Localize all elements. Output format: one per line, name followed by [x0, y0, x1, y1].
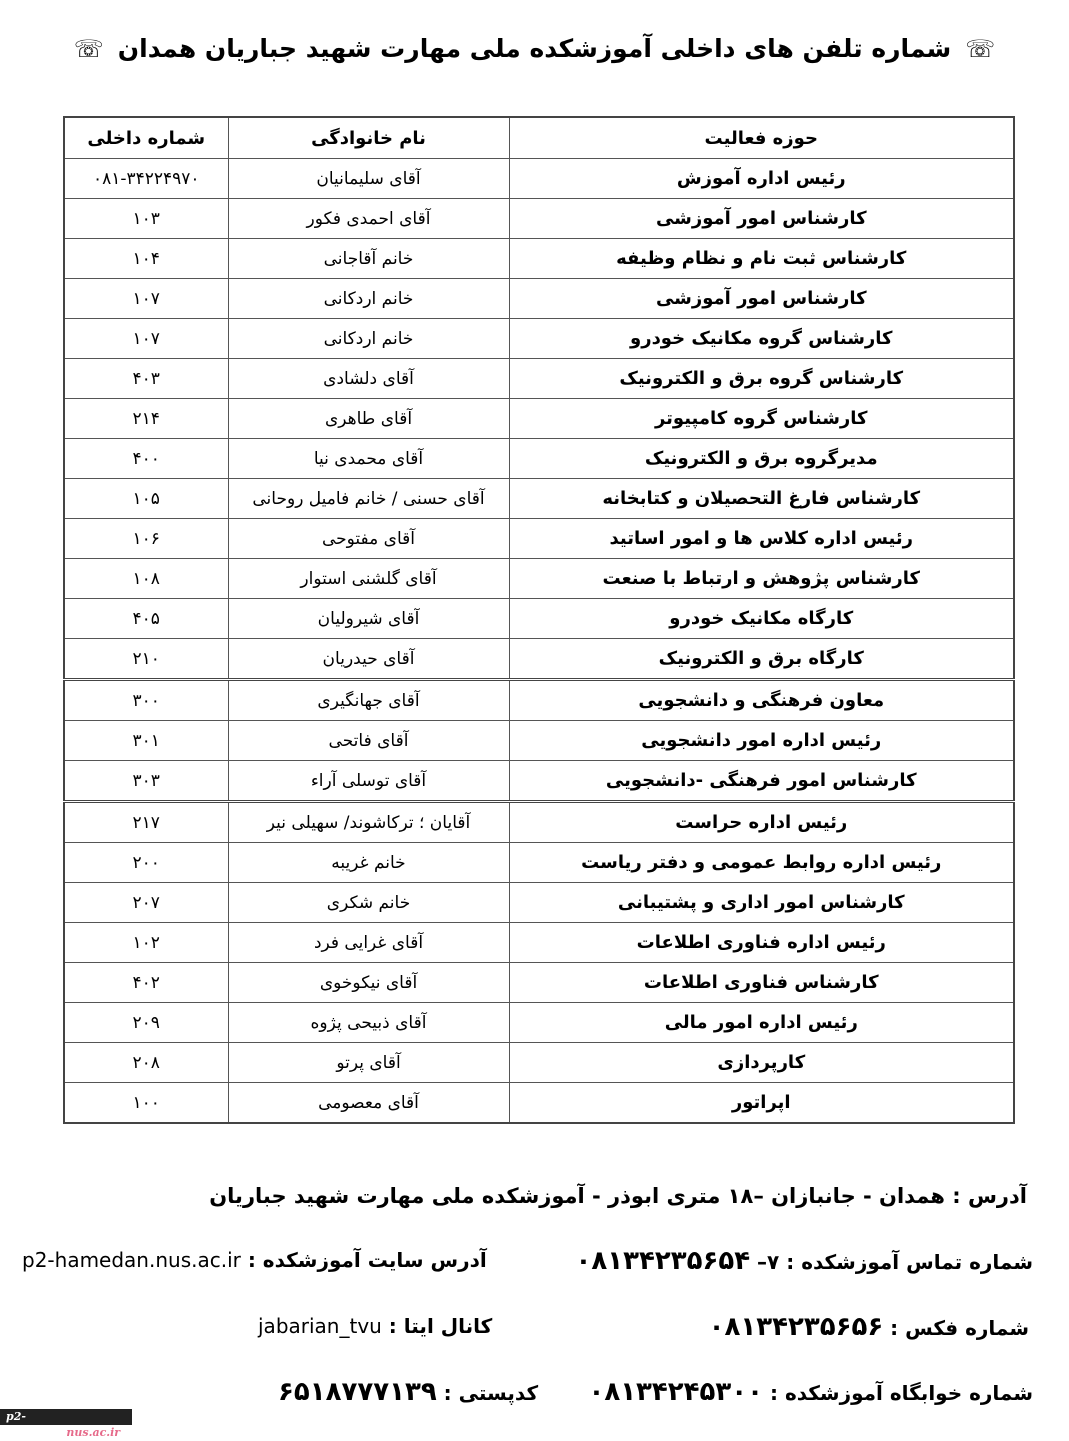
activity-cell: کارشناس امور آموزشی	[509, 279, 1014, 319]
table-row	[64, 963, 1014, 1003]
table-row	[64, 559, 1014, 599]
table-row	[64, 239, 1014, 279]
table-row	[64, 639, 1014, 680]
table-row	[64, 279, 1014, 319]
telephone-icon: ☏	[965, 35, 996, 63]
activity-cell: کارشناس پژوهش و ارتباط با صنعت	[509, 559, 1014, 599]
fax-number: ۰۸۱۳۴۲۳۵۶۵۶	[708, 1312, 884, 1342]
extension-cell: ۲۱۰	[64, 639, 228, 680]
table-row	[64, 519, 1014, 559]
extension-cell: ۱۰۸	[64, 559, 228, 599]
table-row	[64, 439, 1014, 479]
extension-cell: ۳۰۰	[64, 680, 228, 721]
activity-cell: کارشناس گروه کامپیوتر	[509, 399, 1014, 439]
extension-cell: ۴۰۰	[64, 439, 228, 479]
activity-cell: رئیس اداره امور مالی	[509, 1003, 1014, 1043]
website-link[interactable]: p2-hamedan.nus.ac.ir	[22, 1248, 241, 1272]
activity-cell: کارشناس ثبت نام و نظام وظیفه	[509, 239, 1014, 279]
header-extension: شماره داخلی	[64, 117, 228, 159]
name-cell: آقای غرایی فرد	[228, 923, 509, 963]
name-cell: آقای دلشادی	[228, 359, 509, 399]
extension-cell: ۱۰۵	[64, 479, 228, 519]
title-text: شماره تلفن های داخلی آموزشکده ملی مهارت شهید جباریان همدان	[117, 34, 952, 63]
extension-cell: ۲۰۹	[64, 1003, 228, 1043]
activity-cell: کارگاه برق و الکترونیک	[509, 639, 1014, 680]
extension-cell: ۴۰۲	[64, 963, 228, 1003]
extension-cell: ۱۰۶	[64, 519, 228, 559]
name-cell: آقای ذبیحی پژوه	[228, 1003, 509, 1043]
name-cell: آقای نیکوخوی	[228, 963, 509, 1003]
table-body	[64, 159, 1014, 1124]
activity-cell: کارپردازی	[509, 1043, 1014, 1083]
name-cell: آقای جهانگیری	[228, 680, 509, 721]
dorm-line	[588, 1377, 1033, 1407]
table-row	[64, 399, 1014, 439]
extension-cell: ۲۰۸	[64, 1043, 228, 1083]
table-row	[64, 359, 1014, 399]
fax-line	[709, 1312, 1029, 1342]
table-row	[64, 761, 1014, 802]
activity-cell: کارشناس امور اداری و پشتیبانی	[509, 883, 1014, 923]
name-cell: آقای طاهری	[228, 399, 509, 439]
activity-cell: رئیس اداره آموزش	[509, 159, 1014, 199]
activity-cell: کارشناس امور آموزشی	[509, 199, 1014, 239]
extension-cell: ۲۱۷	[64, 802, 228, 843]
activity-cell: کارشناس گروه برق و الکترونیک	[509, 359, 1014, 399]
activity-cell: مدیرگروه برق و الکترونیک	[509, 439, 1014, 479]
table-row	[64, 1043, 1014, 1083]
table-row	[64, 802, 1014, 843]
header-activity: حوزه فعالیت	[509, 117, 1014, 159]
name-cell: آقای معصومی	[228, 1083, 509, 1124]
header-name: نام خانوادگی	[228, 117, 509, 159]
extension-cell: ۱۰۴	[64, 239, 228, 279]
contact-number: ۰۸۱۳۴۲۳۵۶۵۴	[575, 1246, 751, 1276]
activity-cell: کارشناس فارغ التحصیلان و کتابخانه	[509, 479, 1014, 519]
logo-main-text: p2-hamedan.	[6, 1410, 67, 1439]
name-cell: خانم اردکانی	[228, 319, 509, 359]
table-row	[64, 923, 1014, 963]
table-row	[64, 199, 1014, 239]
contact-label: شماره تماس آموزشکده : ۷–	[757, 1250, 1033, 1274]
activity-cell: کارشناس امور فرهنگی -دانشجویی	[509, 761, 1014, 802]
logo-accent-text: nus.ac.ir	[66, 1426, 121, 1439]
name-cell: آقایان ؛ ترکاشوند/ سهیلی نیر	[228, 802, 509, 843]
activity-cell: رئیس اداره کلاس ها و امور اساتید	[509, 519, 1014, 559]
extension-cell: ۱۰۲	[64, 923, 228, 963]
name-cell: خانم غریبه	[228, 843, 509, 883]
eitaa-channel[interactable]: jabarian_tvu	[258, 1314, 382, 1338]
name-cell: آقای شیرولیان	[228, 599, 509, 639]
postal-code: ۶۵۱۸۷۷۷۱۳۹	[278, 1377, 437, 1407]
name-cell: آقای احمدی فکور	[228, 199, 509, 239]
activity-cell: اپراتور	[509, 1083, 1014, 1124]
table-row	[64, 319, 1014, 359]
fax-label: شماره فکس :	[890, 1316, 1029, 1340]
extension-cell: ۲۰۰	[64, 843, 228, 883]
postal-label: کدپستی :	[443, 1381, 539, 1405]
table-row	[64, 1083, 1014, 1124]
activity-cell: رئیس اداره حراست	[509, 802, 1014, 843]
address: آدرس : همدان - جانبازان –۱۸ متری ابوذر - آموزشکده ملی مهارت شهید جباریان	[209, 1184, 1027, 1208]
table-row	[64, 883, 1014, 923]
site-logo	[0, 1409, 132, 1439]
name-cell: آقای مفتوحی	[228, 519, 509, 559]
name-cell: آقای سلیمانیان	[228, 159, 509, 199]
telephone-icon: ☏	[73, 35, 104, 63]
name-cell: خانم آقاجانی	[228, 239, 509, 279]
activity-cell: کارگاه مکانیک خودرو	[509, 599, 1014, 639]
extension-cell: ۱۰۷	[64, 319, 228, 359]
name-cell: آقای محمدی نیا	[228, 439, 509, 479]
eitaa-label: کانال ایتا :	[388, 1314, 493, 1338]
name-cell: آقای حسنی / خانم فامیل روحانی	[228, 479, 509, 519]
table-row	[64, 599, 1014, 639]
dorm-number: ۰۸۱۳۴۲۴۵۳۰۰	[588, 1377, 764, 1407]
postal-line	[278, 1377, 538, 1407]
extension-cell: ۱۰۳	[64, 199, 228, 239]
extension-cell: ۱۰۷	[64, 279, 228, 319]
table-row	[64, 159, 1014, 199]
table-row	[64, 1003, 1014, 1043]
name-cell: آقای پرتو	[228, 1043, 509, 1083]
website-line	[22, 1248, 487, 1272]
table-row	[64, 680, 1014, 721]
eitaa-line	[258, 1314, 492, 1338]
page-title	[0, 34, 1069, 63]
name-cell: آقای توسلی آراء	[228, 761, 509, 802]
extension-cell: ۴۰۵	[64, 599, 228, 639]
activity-cell: کارشناس گروه مکانیک خودرو	[509, 319, 1014, 359]
activity-cell: معاون فرهنگی و دانشجویی	[509, 680, 1014, 721]
name-cell: آقای حیدریان	[228, 639, 509, 680]
name-cell: آقای فاتحی	[228, 721, 509, 761]
extension-cell: ۲۱۴	[64, 399, 228, 439]
contact-phone	[576, 1246, 1033, 1276]
extension-cell: ۳۰۱	[64, 721, 228, 761]
name-cell: آقای گلشنی استوار	[228, 559, 509, 599]
table-row	[64, 479, 1014, 519]
table-row	[64, 843, 1014, 883]
extensions-table	[63, 116, 1015, 1124]
table-row	[64, 721, 1014, 761]
table-header-row	[64, 117, 1014, 159]
activity-cell: رئیس اداره امور دانشجویی	[509, 721, 1014, 761]
dorm-label: شماره خوابگاه آموزشکده :	[769, 1381, 1033, 1405]
activity-cell: رئیس اداره فناوری اطلاعات	[509, 923, 1014, 963]
extension-cell: ۰۸۱-۳۴۲۲۴۹۷۰	[64, 159, 228, 199]
extension-cell: ۴۰۳	[64, 359, 228, 399]
name-cell: خانم شکری	[228, 883, 509, 923]
name-cell: خانم اردکانی	[228, 279, 509, 319]
extension-cell: ۳۰۳	[64, 761, 228, 802]
activity-cell: کارشناس فناوری اطلاعات	[509, 963, 1014, 1003]
activity-cell: رئیس اداره روابط عمومی و دفتر ریاست	[509, 843, 1014, 883]
extension-cell: ۱۰۰	[64, 1083, 228, 1124]
extension-cell: ۲۰۷	[64, 883, 228, 923]
website-label: آدرس سایت آموزشکده :	[247, 1248, 487, 1272]
